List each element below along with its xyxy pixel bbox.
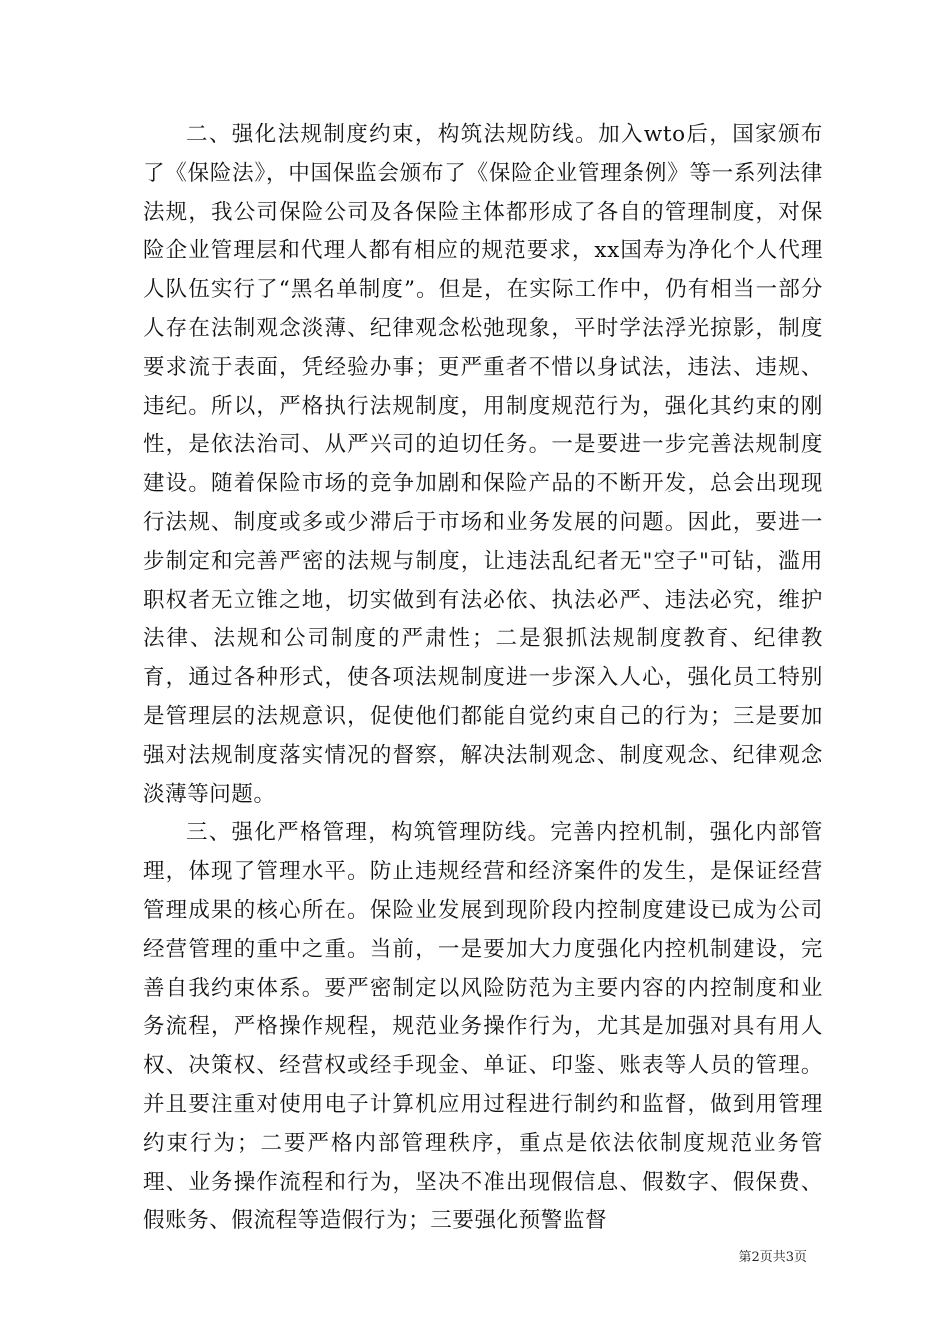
paragraph-3: 三、强化严格管理，构筑管理防线。完善内控机制，强化内部管理，体现了管理水平。防止违规经营和经济案件的发生，是保证经营管理成果的核心所在。保险业发展到现阶段内控制度建设已成为公司经营管理的重中之重。当前，一是要加大力度强化内控机制建设，完善自我约束体系。要严密制定以风险防范为主要内容的内控制度和业务流程，严格操作规程，规范业务操作行为，尤其是加强对具有用人权、决策权、经营权或经手现金、单证、印鉴、账表等人员的管理。并且要注重对使用电子计算机应用过程进行制约和监督，做到用管理约束行为；二要严格内部管理秩序，重点是依法依制度规范业务管理、业务操作流程和行为，坚决不准出现假信息、假数字、假保费、假账务、假流程等造假行为；三要强化预警监督: [143, 820, 823, 1234]
paragraph-2: 二、强化法规制度约束，构筑法规防线。加入wto后，国家颁布了《保险法》，中国保监会颁布了《保险企业管理条例》等一系列法律法规，我公司保险公司及各保险主体都形成了各自的管理制度，对保险企业管理层和代理人都有相应的规范要求，xx国寿为净化个人代理人队伍实行了“黑名单制度”。但是，在实际工作中，仍有相当一部分人存在法制观念淡薄、纪律观念松弛现象，平时学法浮光掠影，制度要求流于表面，凭经验办事；更严重者不惜以身试法，违法、违规、违纪。所以，严格执行法规制度，用制度规范行为，强化其约束的刚性，是依法治司、从严兴司的迫切任务。一是要进一步完善法规制度建设。随着保险市场的竞争加剧和保险产品的不断开发，总会出现现行法规、制度或多或少滞后于市场和业务发展的问题。因此，要进一步制定和完善严密的法规与制度，让违法乱纪者无"空子"可钻，滥用职权者无立锥之地，切实做到有法必依、执法必严、违法必究，维护法律、法规和公司制度的严肃性；二是狠抓法规制度教育、纪律教育，通过各种形式，使各项法规制度进一步深入人心，强化员工特别是管理层的法规意识，促使他们都能自觉约束自己的行为；三是要加强对法规制度落实情况的督察，解决法制观念、制度观念、纪律观念淡薄等问题。: [143, 122, 823, 807]
page-number: 第2页共3页: [738, 1250, 807, 1265]
body-text: [143, 116, 823, 1241]
